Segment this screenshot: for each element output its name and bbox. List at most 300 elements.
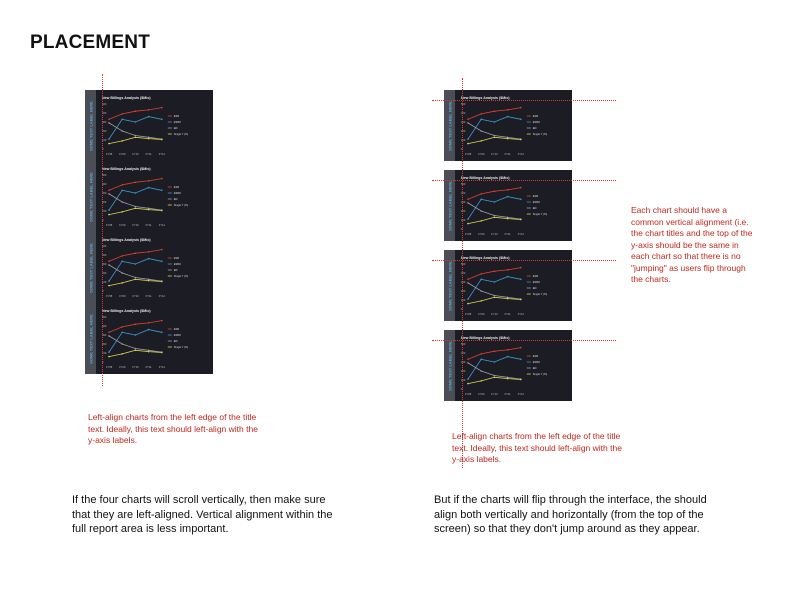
- y-tick-label: 0: [461, 148, 463, 151]
- y-tick-label: 500: [102, 316, 107, 319]
- data-point: [135, 334, 137, 336]
- chart-title: New Billings Analysis ($Mio): [102, 309, 151, 313]
- data-point: [161, 352, 163, 354]
- data-point: [135, 208, 137, 210]
- data-point: [494, 361, 496, 363]
- alignment-side-note: Each chart should have a common vertical alignment (i.e. the chart titles and the top of the y-axis should be the same in each chart so that there is no "jumping" as users flip through the charts.: [631, 205, 753, 284]
- data-point: [520, 379, 522, 381]
- legend-label: ESB: [173, 257, 180, 260]
- data-point: [480, 210, 482, 212]
- data-point: [494, 110, 496, 112]
- left-alignment-guide: [102, 74, 103, 386]
- y-tick-label: 200: [461, 210, 466, 213]
- y-tick-label: 0: [461, 388, 463, 391]
- x-tick-label: FY12: [517, 313, 525, 316]
- y-tick-label: 0: [461, 228, 463, 231]
- data-point: [507, 109, 509, 111]
- data-point: [135, 206, 137, 208]
- data-point: [480, 193, 482, 195]
- x-tick-label: FY08: [465, 153, 472, 156]
- x-tick-label: FY12: [517, 233, 525, 236]
- y-tick-label: 200: [102, 272, 107, 275]
- data-point: [467, 223, 469, 225]
- data-point: [480, 279, 482, 281]
- data-point: [148, 258, 150, 260]
- y-tick-label: 300: [461, 361, 466, 364]
- data-point: [520, 347, 522, 349]
- y-tick-label: 200: [461, 290, 466, 293]
- y-tick-label: 0: [102, 148, 104, 151]
- legend-label: ESB: [532, 195, 539, 198]
- legend-label: Single Y (%): [173, 275, 189, 278]
- chart-panel: [85, 303, 213, 374]
- right-body-text: But if the charts will flip through the interface, the should align both vertically and horizontally (from the top of the screen) so that they don't jump around as they appear.: [434, 494, 707, 535]
- y-tick-label: 400: [102, 112, 107, 115]
- y-tick-label: 200: [461, 130, 466, 133]
- legend-label: Single Y (%): [173, 346, 189, 349]
- vertical-guide-2: [432, 180, 616, 181]
- chart-title: New Billings Analysis ($Mio): [461, 336, 510, 340]
- data-point: [467, 199, 469, 201]
- x-tick-label: FY11: [145, 366, 152, 369]
- data-point: [161, 320, 163, 322]
- x-tick-label: FY08: [106, 153, 113, 156]
- data-point: [480, 220, 482, 222]
- data-point: [108, 143, 110, 145]
- data-point: [467, 202, 469, 204]
- x-tick-label: FY08: [465, 393, 472, 396]
- data-point: [161, 281, 163, 283]
- legend-label: Single Y (%): [532, 213, 548, 216]
- chart-title: New Billings Analysis ($Mio): [461, 96, 510, 100]
- y-tick-label: 500: [461, 103, 466, 106]
- y-tick-label: 100: [461, 219, 466, 222]
- legend-label: ESB: [532, 115, 539, 118]
- y-tick-label: 0: [461, 308, 463, 311]
- data-point: [121, 255, 123, 257]
- data-point: [494, 201, 496, 203]
- chart-svg: [85, 303, 213, 374]
- data-point: [467, 383, 469, 385]
- data-point: [507, 298, 509, 300]
- chart-title: New Billings Analysis ($Mio): [461, 176, 510, 180]
- data-point: [467, 298, 469, 300]
- legend-label: EIF: [532, 367, 537, 370]
- data-point: [108, 261, 110, 263]
- y-tick-label: 100: [461, 139, 466, 142]
- x-tick-label: FY10: [491, 393, 498, 396]
- data-point: [108, 138, 110, 140]
- data-point: [494, 281, 496, 283]
- data-point: [467, 279, 469, 281]
- chart-panel: [85, 232, 213, 303]
- side-label-text: SOME TEXT LABEL HERE: [447, 340, 452, 391]
- data-point: [108, 351, 110, 353]
- data-point: [121, 332, 123, 334]
- data-point: [108, 214, 110, 216]
- data-point: [161, 190, 163, 192]
- data-point: [135, 137, 137, 139]
- data-point: [520, 199, 522, 201]
- data-point: [467, 378, 469, 380]
- y-tick-label: 400: [461, 352, 466, 355]
- data-point: [520, 279, 522, 281]
- data-point: [494, 297, 496, 299]
- data-point: [148, 322, 150, 324]
- y-tick-label: 0: [102, 219, 104, 222]
- data-point: [161, 261, 163, 263]
- y-tick-label: 500: [102, 103, 107, 106]
- x-tick-label: FY11: [145, 153, 152, 156]
- side-label-text: SOME TEXT LABEL HERE: [88, 242, 93, 293]
- data-point: [520, 107, 522, 109]
- x-tick-label: FY12: [158, 366, 166, 369]
- data-point: [494, 375, 496, 377]
- data-point: [121, 282, 123, 284]
- y-tick-label: 200: [102, 201, 107, 204]
- data-point: [467, 362, 469, 364]
- data-point: [148, 116, 150, 118]
- data-point: [507, 138, 509, 140]
- data-point: [494, 270, 496, 272]
- data-point: [148, 180, 150, 182]
- data-point: [480, 300, 482, 302]
- data-point: [520, 299, 522, 301]
- y-tick-label: 500: [102, 245, 107, 248]
- data-point: [148, 351, 150, 353]
- data-point: [520, 219, 522, 221]
- y-tick-label: 400: [461, 112, 466, 115]
- y-tick-label: 400: [461, 192, 466, 195]
- data-point: [135, 323, 137, 325]
- data-point: [121, 211, 123, 213]
- data-point: [135, 350, 137, 352]
- data-point: [467, 138, 469, 140]
- data-point: [135, 263, 137, 265]
- legend-label: ESBO: [173, 334, 182, 337]
- y-tick-label: 500: [461, 183, 466, 186]
- x-tick-label: FY11: [504, 393, 511, 396]
- data-point: [121, 353, 123, 355]
- y-tick-label: 400: [102, 325, 107, 328]
- y-tick-label: 200: [102, 343, 107, 346]
- data-point: [467, 359, 469, 361]
- chart-title: New Billings Analysis ($Mio): [102, 96, 151, 100]
- data-point: [161, 139, 163, 141]
- legend-label: ESB: [173, 186, 180, 189]
- legend-label: Single Y (%): [532, 133, 548, 136]
- x-tick-label: FY09: [478, 313, 485, 316]
- y-tick-label: 200: [102, 130, 107, 133]
- y-tick-label: 200: [461, 370, 466, 373]
- data-point: [520, 187, 522, 189]
- data-point: [507, 276, 509, 278]
- y-tick-label: 400: [461, 272, 466, 275]
- data-point: [161, 119, 163, 121]
- vertical-guide-1: [432, 100, 616, 101]
- legend-label: Single Y (%): [173, 204, 189, 207]
- x-tick-label: FY09: [478, 153, 485, 156]
- data-point: [135, 110, 137, 112]
- left-caption: Left-align charts from the left edge of the title text. Ideally, this text should left-align with the y-axis labels.: [88, 412, 258, 445]
- data-point: [121, 326, 123, 328]
- data-point: [467, 119, 469, 121]
- legend-label: Single Y (%): [532, 293, 548, 296]
- data-point: [108, 285, 110, 287]
- side-label-text: SOME TEXT LABEL HERE: [88, 313, 93, 364]
- legend-label: EIF: [173, 269, 178, 272]
- data-point: [507, 378, 509, 380]
- legend-label: ESBO: [173, 263, 182, 266]
- data-point: [480, 290, 482, 292]
- x-tick-label: FY10: [491, 313, 498, 316]
- data-point: [121, 113, 123, 115]
- chart-panel: [85, 161, 213, 232]
- x-tick-label: FY11: [145, 224, 152, 227]
- chart-svg: [85, 90, 213, 161]
- legend-label: ESB: [532, 275, 539, 278]
- legend-label: ESB: [532, 355, 539, 358]
- x-tick-label: FY11: [145, 295, 152, 298]
- data-point: [467, 303, 469, 305]
- data-point: [135, 192, 137, 194]
- data-point: [148, 209, 150, 211]
- x-tick-label: FY08: [465, 233, 472, 236]
- legend-label: Single Y (%): [173, 133, 189, 136]
- x-tick-label: FY11: [504, 313, 511, 316]
- y-tick-label: 400: [102, 183, 107, 186]
- x-tick-label: FY08: [106, 224, 113, 227]
- data-point: [108, 193, 110, 195]
- data-point: [494, 295, 496, 297]
- y-tick-label: 0: [102, 290, 104, 293]
- data-point: [148, 280, 150, 282]
- data-point: [161, 332, 163, 334]
- legend-label: EIF: [532, 287, 537, 290]
- x-tick-label: FY08: [465, 313, 472, 316]
- y-tick-label: 500: [461, 343, 466, 346]
- data-point: [108, 264, 110, 266]
- right-caption: Left-align charts from the left edge of the title text. Ideally, this text should left-align with the y-axis labels.: [452, 431, 622, 464]
- x-tick-label: FY12: [158, 224, 166, 227]
- data-point: [480, 359, 482, 361]
- data-point: [507, 269, 509, 271]
- data-point: [121, 190, 123, 192]
- data-point: [480, 370, 482, 372]
- data-point: [108, 280, 110, 282]
- x-tick-label: FY10: [132, 153, 139, 156]
- legend-label: EIF: [173, 198, 178, 201]
- data-point: [480, 199, 482, 201]
- data-point: [121, 184, 123, 186]
- y-tick-label: 100: [461, 299, 466, 302]
- data-point: [135, 252, 137, 254]
- legend-label: EIF: [173, 127, 178, 130]
- legend-label: EIF: [532, 207, 537, 210]
- data-point: [507, 196, 509, 198]
- data-point: [148, 251, 150, 253]
- data-point: [480, 113, 482, 115]
- data-point: [520, 267, 522, 269]
- data-point: [494, 190, 496, 192]
- y-tick-label: 300: [461, 121, 466, 124]
- data-point: [467, 218, 469, 220]
- data-point: [135, 181, 137, 183]
- x-tick-label: FY08: [106, 295, 113, 298]
- x-tick-label: FY12: [517, 393, 525, 396]
- y-tick-label: 300: [102, 121, 107, 124]
- chart-title: New Billings Analysis ($Mio): [102, 167, 151, 171]
- data-point: [520, 139, 522, 141]
- data-point: [507, 189, 509, 191]
- data-point: [121, 343, 123, 345]
- data-point: [135, 277, 137, 279]
- data-point: [480, 140, 482, 142]
- data-point: [121, 130, 123, 132]
- data-point: [135, 121, 137, 123]
- data-point: [161, 249, 163, 251]
- right-alignment-guide: [462, 78, 463, 468]
- chart-svg: [85, 161, 213, 232]
- data-point: [507, 116, 509, 118]
- x-tick-label: FY09: [119, 366, 126, 369]
- x-tick-label: FY09: [119, 295, 126, 298]
- x-tick-label: FY09: [478, 233, 485, 236]
- y-tick-label: 0: [102, 361, 104, 364]
- data-point: [480, 130, 482, 132]
- data-point: [520, 359, 522, 361]
- x-tick-label: FY10: [132, 295, 139, 298]
- legend-label: ESBO: [173, 192, 182, 195]
- data-point: [121, 272, 123, 274]
- y-tick-label: 100: [102, 281, 107, 284]
- y-tick-label: 300: [102, 192, 107, 195]
- data-point: [148, 329, 150, 331]
- data-point: [108, 119, 110, 121]
- side-label-text: SOME TEXT LABEL HERE: [88, 100, 93, 151]
- x-tick-label: FY10: [491, 233, 498, 236]
- left-body-text: If the four charts will scroll vertically, then make sure that they are left-aligned. Vertical alignment within the full report area is less important.: [72, 494, 333, 535]
- x-tick-label: FY10: [132, 366, 139, 369]
- side-label-text: SOME TEXT LABEL HERE: [447, 100, 452, 151]
- legend-label: EIF: [173, 340, 178, 343]
- data-point: [148, 109, 150, 111]
- chart-title: New Billings Analysis ($Mio): [102, 238, 151, 242]
- data-point: [494, 137, 496, 139]
- data-point: [121, 201, 123, 203]
- y-tick-label: 400: [102, 254, 107, 257]
- data-point: [135, 279, 137, 281]
- y-tick-label: 300: [102, 334, 107, 337]
- data-point: [467, 122, 469, 124]
- legend-label: ESBO: [532, 281, 541, 284]
- data-point: [507, 356, 509, 358]
- data-point: [108, 122, 110, 124]
- data-point: [148, 138, 150, 140]
- legend-label: ESB: [173, 328, 180, 331]
- vertical-guide-4: [432, 340, 616, 341]
- y-tick-label: 300: [461, 281, 466, 284]
- x-tick-label: FY12: [517, 153, 525, 156]
- data-point: [161, 107, 163, 109]
- data-point: [520, 119, 522, 121]
- y-tick-label: 300: [102, 263, 107, 266]
- data-point: [494, 121, 496, 123]
- chart-panel: [85, 90, 213, 161]
- y-tick-label: 100: [461, 379, 466, 382]
- data-point: [480, 353, 482, 355]
- y-tick-label: 500: [102, 174, 107, 177]
- legend-label: Single Y (%): [532, 373, 548, 376]
- data-point: [108, 332, 110, 334]
- y-tick-label: 100: [102, 210, 107, 213]
- legend-label: ESBO: [532, 361, 541, 364]
- data-point: [108, 190, 110, 192]
- data-point: [148, 187, 150, 189]
- data-point: [161, 178, 163, 180]
- vertical-guide-3: [432, 260, 616, 261]
- y-tick-label: 100: [102, 139, 107, 142]
- chart-title: New Billings Analysis ($Mio): [461, 256, 510, 260]
- x-tick-label: FY12: [158, 295, 166, 298]
- y-tick-label: 100: [102, 352, 107, 355]
- data-point: [507, 349, 509, 351]
- chart-svg: [85, 232, 213, 303]
- legend-label: ESB: [173, 115, 180, 118]
- data-point: [121, 119, 123, 121]
- data-point: [108, 335, 110, 337]
- legend-label: ESBO: [173, 121, 182, 124]
- data-point: [480, 119, 482, 121]
- y-tick-label: 500: [461, 263, 466, 266]
- data-point: [121, 261, 123, 263]
- x-tick-label: FY11: [504, 233, 511, 236]
- legend-label: EIF: [532, 127, 537, 130]
- x-tick-label: FY12: [158, 153, 166, 156]
- side-label-text: SOME TEXT LABEL HERE: [447, 260, 452, 311]
- data-point: [108, 356, 110, 358]
- x-tick-label: FY09: [478, 393, 485, 396]
- x-tick-label: FY09: [119, 224, 126, 227]
- x-tick-label: FY08: [106, 366, 113, 369]
- data-point: [494, 377, 496, 379]
- x-tick-label: FY10: [491, 153, 498, 156]
- data-point: [494, 215, 496, 217]
- data-point: [480, 273, 482, 275]
- x-tick-label: FY09: [119, 153, 126, 156]
- page-title: PLACEMENT: [30, 32, 151, 53]
- data-point: [494, 350, 496, 352]
- legend-label: ESBO: [532, 201, 541, 204]
- data-point: [494, 217, 496, 219]
- legend-label: ESBO: [532, 121, 541, 124]
- side-label-text: SOME TEXT LABEL HERE: [447, 180, 452, 231]
- y-tick-label: 300: [461, 201, 466, 204]
- data-point: [480, 380, 482, 382]
- x-tick-label: FY10: [132, 224, 139, 227]
- data-point: [467, 282, 469, 284]
- data-point: [135, 135, 137, 137]
- data-point: [494, 135, 496, 137]
- x-tick-label: FY11: [504, 153, 511, 156]
- data-point: [121, 140, 123, 142]
- data-point: [467, 143, 469, 145]
- data-point: [507, 218, 509, 220]
- data-point: [108, 209, 110, 211]
- data-point: [161, 210, 163, 212]
- side-label-text: SOME TEXT LABEL HERE: [88, 171, 93, 222]
- data-point: [135, 348, 137, 350]
